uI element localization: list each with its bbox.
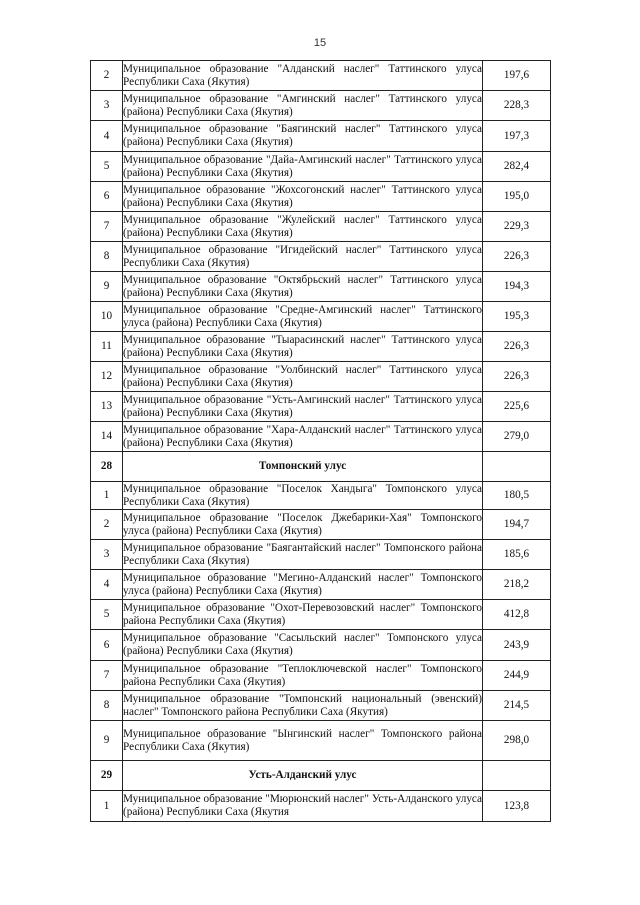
row-number: 6 xyxy=(91,630,123,661)
value-cell: 282,4 xyxy=(483,152,551,182)
value-cell: 197,6 xyxy=(483,61,551,91)
row-number: 8 xyxy=(91,691,123,721)
municipality-name: Муниципальное образование "Алданский наслег" Таттинского улуса Республики Саха (Якутия) xyxy=(123,61,483,91)
municipality-name: Муниципальное образование "Поселок Джебарики-Хая" Томпонского улуса (района) Республики Саха (Якутия) xyxy=(123,510,483,540)
section-row xyxy=(91,761,551,791)
municipality-name: Муниципальное образование "Дайа-Амгинский наслег" Таттинского улуса (района) Республики Саха (Якутия) xyxy=(123,152,483,182)
value-cell: 243,9 xyxy=(483,630,551,661)
municipality-name: Муниципальное образование "Усть-Амгинский наслег" Таттинского улуса (района) Республики Саха (Якутия) xyxy=(123,392,483,422)
municipality-name: Муниципальное образование "Игидейский наслег" Таттинского улуса Республики Саха (Якутия) xyxy=(123,242,483,272)
row-number: 1 xyxy=(91,791,123,822)
municipality-name: Муниципальное образование "Хара-Алданский наслег" Таттинского улуса (района) Республики Саха (Якутия) xyxy=(123,422,483,452)
municipality-name: Муниципальное образование "Охот-Перевозовский наслег" Томпонского района Республики Саха (Якутия) xyxy=(123,600,483,630)
value-cell: 194,7 xyxy=(483,510,551,540)
value-cell: 412,8 xyxy=(483,600,551,630)
row-number: 9 xyxy=(91,272,123,302)
municipality-name: Муниципальное образование "Тыарасинский наслег" Таттинского улуса (района) Республики Саха (Якутия) xyxy=(123,332,483,362)
table-row xyxy=(91,242,551,272)
table-row xyxy=(91,121,551,152)
value-cell: 197,3 xyxy=(483,121,551,152)
page-number: 15 xyxy=(313,37,327,49)
value-cell xyxy=(483,761,551,791)
table-row xyxy=(91,212,551,242)
row-number: 11 xyxy=(91,332,123,362)
table-row xyxy=(91,332,551,362)
value-cell: 195,0 xyxy=(483,182,551,212)
value-cell: 279,0 xyxy=(483,422,551,452)
table-row xyxy=(91,600,551,630)
table-row xyxy=(91,182,551,212)
value-cell: 244,9 xyxy=(483,661,551,691)
municipality-name: Муниципальное образование "Сасыльский наслег" Томпонского улуса (района) Республики Саха (Якутия) xyxy=(123,630,483,661)
table-row xyxy=(91,570,551,600)
table-row xyxy=(91,540,551,570)
row-number: 5 xyxy=(91,152,123,182)
section-row xyxy=(91,452,551,482)
value-cell: 123,8 xyxy=(483,791,551,822)
row-number: 8 xyxy=(91,242,123,272)
municipality-name: Муниципальное образование "Жохсогонский наслег" Таттинского улуса (района) Республики Саха (Якутия) xyxy=(123,182,483,212)
row-number: 5 xyxy=(91,600,123,630)
municipalities-table xyxy=(90,60,551,822)
municipality-name: Муниципальное образование "Мегино-Алданский наслег" Томпонского улуса (района) Республики Саха (Якутия) xyxy=(123,570,483,600)
table-row xyxy=(91,630,551,661)
row-number: 2 xyxy=(91,61,123,91)
table-row xyxy=(91,661,551,691)
table-row xyxy=(91,302,551,332)
row-number: 3 xyxy=(91,540,123,570)
municipality-name: Муниципальное образование "Ынгинский наслег" Томпонского района Республики Саха (Якутия) xyxy=(123,721,483,761)
table-row xyxy=(91,152,551,182)
value-cell: 180,5 xyxy=(483,482,551,510)
value-cell: 218,2 xyxy=(483,570,551,600)
value-cell: 226,3 xyxy=(483,362,551,392)
row-number: 1 xyxy=(91,482,123,510)
value-cell: 228,3 xyxy=(483,91,551,121)
table-row xyxy=(91,791,551,822)
row-number: 6 xyxy=(91,182,123,212)
row-number: 10 xyxy=(91,302,123,332)
table-row xyxy=(91,422,551,452)
value-cell: 229,3 xyxy=(483,212,551,242)
table-row xyxy=(91,721,551,761)
row-number: 7 xyxy=(91,212,123,242)
municipality-name: Муниципальное образование "Баягинский наслег" Таттинского улуса (района) Республики Саха (Якутия) xyxy=(123,121,483,152)
row-number: 13 xyxy=(91,392,123,422)
municipality-name: Муниципальное образование "Баягантайский наслег" Томпонского района Республики Саха (Якутия) xyxy=(123,540,483,570)
table-row xyxy=(91,61,551,91)
table-row xyxy=(91,91,551,121)
row-number: 29 xyxy=(91,761,123,791)
municipality-name: Муниципальное образование "Жулейский наслег" Таттинского улуса (района) Республики Саха (Якутия) xyxy=(123,212,483,242)
municipality-name: Муниципальное образование "Томпонский национальный (эвенский) наслег" Томпонского района Республики Саха (Якутия) xyxy=(123,691,483,721)
section-title: Усть-Алданский улус xyxy=(123,761,483,791)
value-cell: 195,3 xyxy=(483,302,551,332)
value-cell xyxy=(483,452,551,482)
value-cell: 214,5 xyxy=(483,691,551,721)
value-cell: 226,3 xyxy=(483,242,551,272)
table-row xyxy=(91,510,551,540)
row-number: 14 xyxy=(91,422,123,452)
row-number: 12 xyxy=(91,362,123,392)
municipality-name: Муниципальное образование "Поселок Хандыга" Томпонского улуса Республики Саха (Якутия) xyxy=(123,482,482,508)
section-title: Томпонский улус xyxy=(123,452,483,482)
municipality-name: Муниципальное образование "Октябрьский наслег" Таттинского улуса (района) Республики Саха (Якутия) xyxy=(123,272,483,302)
value-cell: 194,3 xyxy=(483,272,551,302)
municipality-name: Муниципальное образование "Теплоключевской наслег" Томпонского района Республики Саха (Якутия) xyxy=(123,661,483,691)
table-row xyxy=(91,272,551,302)
row-number: 3 xyxy=(91,91,123,121)
municipality-name: Муниципальное образование "Амгинский наслег" Таттинского улуса (района) Республики Саха (Якутия) xyxy=(123,91,483,121)
table-row xyxy=(91,691,551,721)
value-cell: 185,6 xyxy=(483,540,551,570)
municipality-name: Муниципальное образование "Мюрюнский наслег" Усть-Алданского улуса (района) Республики Саха (Якутия xyxy=(123,791,483,822)
row-number: 28 xyxy=(91,452,123,482)
table-body xyxy=(91,61,551,822)
table-row xyxy=(91,482,551,510)
row-number: 4 xyxy=(91,121,123,152)
row-number: 2 xyxy=(91,510,123,540)
table-row xyxy=(91,362,551,392)
municipality-name: Муниципальное образование "Уолбинский наслег" Таттинского улуса (района) Республики Саха (Якутия) xyxy=(123,362,483,392)
table-row xyxy=(91,392,551,422)
value-cell: 225,6 xyxy=(483,392,551,422)
row-number: 9 xyxy=(91,721,123,761)
row-number: 4 xyxy=(91,570,123,600)
value-cell: 298,0 xyxy=(483,721,551,761)
municipality-name: Муниципальное образование "Средне-Амгинский наслег" Таттинского улуса (района) Республики Саха (Якутия) xyxy=(123,302,483,332)
row-number: 7 xyxy=(91,661,123,691)
value-cell: 226,3 xyxy=(483,332,551,362)
